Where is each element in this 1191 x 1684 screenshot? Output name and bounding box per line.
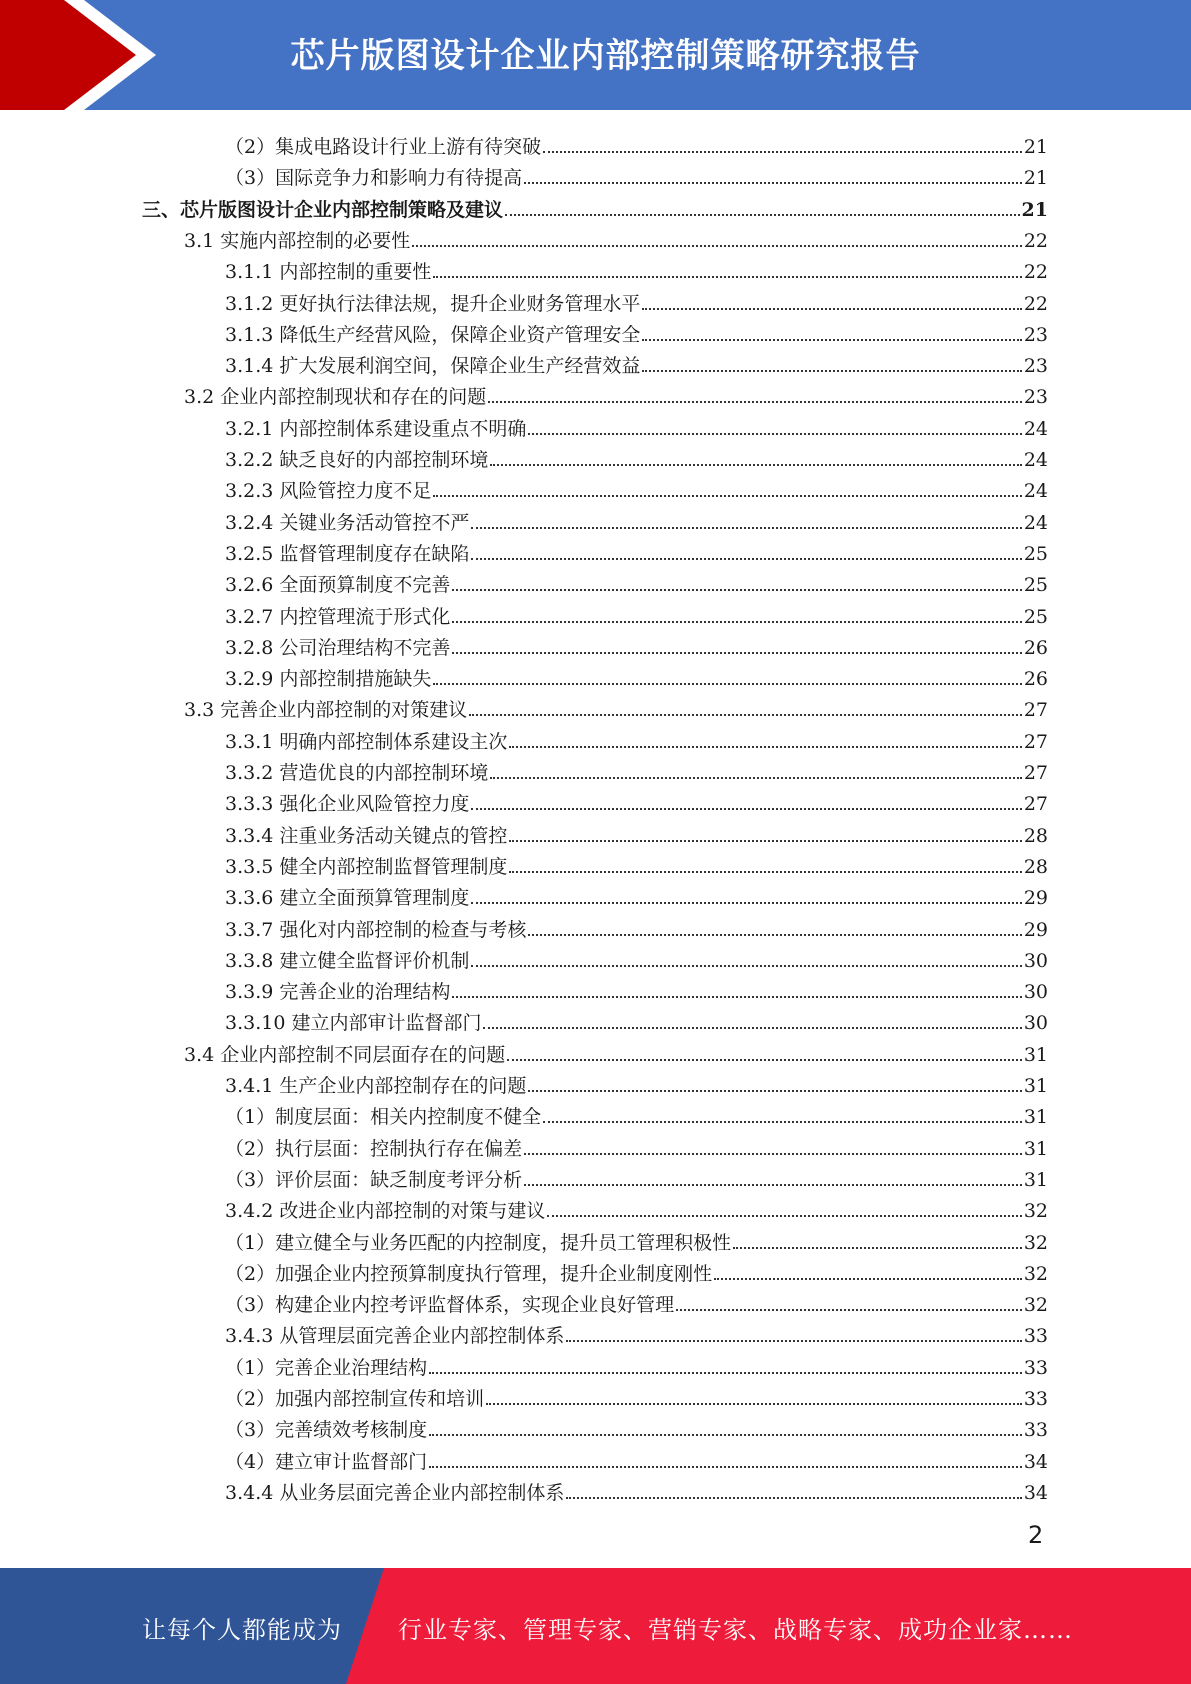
toc-entry-page: 29 [1023,887,1048,910]
toc-entry-title: 3.1.4 扩大发展利润空间，保障企业生产经营效益 [225,355,641,378]
toc-dot-leader [452,652,1021,654]
toc-entry-title: 3.3.9 完善企业的治理结构 [225,981,451,1004]
toc-entry-page: 27 [1023,762,1048,784]
toc-entry-page: 33 [1023,1356,1048,1379]
toc-entry-page: 32 [1023,1262,1048,1285]
toc-entry-page: 27 [1023,793,1048,816]
toc-entry-title: 3.3.10 建立内部审计监督部门 [225,1012,482,1035]
toc-dot-leader [507,1059,1022,1061]
toc-entry-title: （1）完善企业治理结构 [225,1356,428,1379]
toc-dot-leader [509,746,1021,748]
toc-entry-page: 25 [1023,605,1048,628]
toc-entry-page: 21 [1023,167,1048,190]
toc-entry-page: 21 [1023,136,1048,158]
page-number: 2 [1028,1521,1044,1549]
toc-entry-page: 25 [1023,542,1048,565]
toc-entry-page: 31 [1023,1168,1048,1191]
toc-entry[interactable] [184,691,1048,722]
toc-dot-leader [471,902,1021,904]
toc-dot-leader [566,1340,1021,1342]
toc-entry-page: 33 [1023,1388,1048,1410]
toc-dot-leader [524,1184,1022,1186]
toc-entry-page: 30 [1023,1012,1048,1035]
toc-entry[interactable] [184,378,1048,409]
toc-dot-leader [566,1497,1021,1499]
toc-entry[interactable] [225,1130,1048,1161]
toc-entry-page: 23 [1023,323,1048,346]
toc-dot-leader [429,1466,1022,1468]
toc-dot-leader [642,370,1021,372]
toc-dot-leader [471,527,1021,529]
toc-dot-leader [509,840,1021,842]
toc-entry-title: 3.1.1 内部控制的重要性 [225,261,432,284]
toc-entry[interactable] [225,347,1048,378]
toc-entry-title: （2）集成电路设计行业上游有待突破 [225,136,542,158]
toc-entry[interactable] [225,128,1048,159]
toc-dot-leader [433,495,1021,497]
toc-entry-page: 22 [1023,261,1048,284]
toc-entry-title: 3.2.7 内控管理流于形式化 [225,605,451,628]
toc-entry-title: 3.4.1 生产企业内部控制存在的问题 [225,1075,527,1097]
toc-dot-leader [528,433,1021,435]
toc-entry-page: 30 [1023,981,1048,1004]
toc-entry[interactable] [225,535,1048,566]
toc-entry-page: 24 [1023,480,1048,503]
toc-entry[interactable] [225,1255,1048,1286]
toc-dot-leader [509,871,1021,873]
toc-entry[interactable] [225,410,1048,441]
toc-entry-page: 32 [1023,1294,1048,1317]
toc-entry-title: 3.2.1 内部控制体系建设重点不明确 [225,417,527,440]
toc-dot-leader [433,683,1021,685]
toc-entry[interactable] [225,1192,1048,1223]
toc-entry-title: 三、芯片版图设计企业内部控制策略及建议 [142,198,504,221]
toc-entry-page: 28 [1023,855,1048,878]
toc-entry[interactable] [225,911,1048,942]
toc-entry-page: 33 [1023,1419,1048,1442]
toc-dot-leader [505,214,1020,216]
toc-entry[interactable] [225,754,1048,785]
toc-entry-page: 31 [1023,1137,1048,1160]
toc-dot-leader [714,1278,1022,1280]
toc-entry-title: （3）评价层面：缺乏制度考评分析 [225,1168,523,1191]
toc-entry-title: 3.2.3 风险管控力度不足 [225,480,432,503]
toc-entry-page: 22 [1023,292,1048,315]
toc-dot-leader [452,621,1021,623]
toc-entry[interactable] [225,1443,1048,1474]
toc-entry[interactable] [225,285,1048,316]
toc-entry[interactable] [225,159,1048,190]
toc-entry[interactable] [225,472,1048,503]
toc-entry-title: （2）加强企业内控预算制度执行管理，提升企业制度刚性 [225,1262,713,1285]
toc-entry-title: （3）构建企业内控考评监督体系，实现企业良好管理 [225,1294,675,1317]
toc-entry-title: 3.2.6 全面预算制度不完善 [225,574,451,597]
toc-dot-leader [469,714,1022,716]
toc-dot-leader [429,1434,1022,1436]
toc-entry-title: 3.2.2 缺乏良好的内部控制环境 [225,449,489,471]
toc-entry-page: 24 [1023,511,1048,534]
page-header [0,0,1191,110]
toc-dot-leader [676,1309,1022,1311]
toc-entry[interactable] [142,191,1048,222]
toc-entry-title: 3.3 完善企业内部控制的对策建议 [184,699,468,722]
toc-entry[interactable] [225,1224,1048,1255]
toc-entry-title: 3.3.8 建立健全监督评价机制 [225,949,470,972]
toc-entry-title: 3.1.2 更好执行法律法规，提升企业财务管理水平 [225,292,641,315]
toc-entry-page: 31 [1023,1043,1048,1066]
toc-entry-title: 3.3.6 建立全面预算管理制度 [225,887,470,910]
toc-entry-page: 30 [1023,949,1048,972]
toc-entry-page: 23 [1023,386,1048,409]
toc-entry[interactable] [225,785,1048,816]
toc-dot-leader [642,308,1021,310]
toc-entry-title: （1）制度层面：相关内控制度不健全 [225,1106,542,1129]
toc-entry-title: 3.3.4 注重业务活动关键点的管控 [225,824,508,847]
toc-dot-leader [528,934,1021,936]
toc-entry-page: 21 [1021,198,1048,221]
toc-entry-title: 3.2.4 关键业务活动管控不严 [225,511,470,534]
page-footer [0,1568,1191,1684]
toc-entry-page: 26 [1023,636,1048,659]
toc-entry[interactable] [184,222,1048,253]
toc-entry[interactable] [225,1098,1048,1129]
toc-entry[interactable] [225,660,1048,691]
toc-entry-title: 3.3.5 健全内部控制监督管理制度 [225,855,508,878]
toc-entry[interactable] [225,879,1048,910]
toc-entry-title: （2）加强内部控制宣传和培训 [225,1388,485,1410]
toc-entry[interactable] [225,1380,1048,1411]
toc-entry-title: 3.3.1 明确内部控制体系建设主次 [225,730,508,753]
toc-entry[interactable] [225,1161,1048,1192]
toc-dot-leader [483,1027,1021,1029]
toc-entry[interactable] [225,566,1048,597]
toc-dot-leader [528,1090,1021,1092]
toc-dot-leader [490,777,1021,779]
toc-entry-page: 27 [1023,699,1048,722]
toc-entry-page: 31 [1023,1106,1048,1129]
toc-entry-title: 3.2 企业内部控制现状和存在的问题 [184,386,487,409]
toc-dot-leader [486,1403,1022,1405]
toc-entry-title: 3.1.3 降低生产经营风险，保障企业资产管理安全 [225,323,641,346]
toc-entry-title: 3.3.7 强化对内部控制的检查与考核 [225,918,527,941]
toc-entry-title: 3.4.3 从管理层面完善企业内部控制体系 [225,1325,565,1348]
toc-entry-page: 22 [1023,229,1048,252]
toc-entry-page: 32 [1023,1200,1048,1223]
toc-dot-leader [547,1215,1021,1217]
toc-dot-leader [412,245,1022,247]
toc-entry-title: 3.4.2 改进企业内部控制的对策与建议 [225,1200,546,1223]
toc-dot-leader [543,151,1022,153]
toc-entry[interactable] [225,1411,1048,1442]
toc-entry-title: 3.2.8 公司治理结构不完善 [225,636,451,659]
toc-entry[interactable] [225,629,1048,660]
toc-entry-page: 29 [1023,918,1048,941]
toc-entry[interactable] [225,942,1048,973]
toc-dot-leader [524,1153,1022,1155]
toc-entry[interactable] [225,1474,1048,1505]
toc-entry-title: 3.4.4 从业务层面完善企业内部控制体系 [225,1481,565,1504]
document-title: 芯片版图设计企业内部控制策略研究报告 [290,36,921,76]
toc-dot-leader [471,558,1021,560]
toc-entry-page: 34 [1023,1450,1048,1473]
toc-entry[interactable] [225,316,1048,347]
toc-entry[interactable] [225,504,1048,535]
toc-entry-title: 3.3.2 营造优良的内部控制环境 [225,762,489,784]
toc-dot-leader [733,1247,1022,1249]
toc-dot-leader [471,808,1021,810]
toc-entry-title: （1）建立健全与业务匹配的内控制度，提升员工管理积极性 [225,1231,732,1254]
toc-entry[interactable] [225,1349,1048,1380]
toc-entry-title: 3.4 企业内部控制不同层面存在的问题 [184,1043,506,1066]
toc-dot-leader [642,339,1021,341]
footer-slogan-left: 让每个人都能成为 [142,1616,342,1644]
toc-entry[interactable] [225,1286,1048,1317]
toc-entry[interactable] [225,848,1048,879]
toc-entry[interactable] [225,1004,1048,1035]
toc-entry[interactable] [225,973,1048,1004]
toc-entry-page: 27 [1023,730,1048,753]
toc-entry-page: 34 [1023,1481,1048,1504]
toc-dot-leader [429,1372,1022,1374]
toc-entry[interactable] [225,598,1048,629]
toc-dot-leader [490,464,1021,466]
toc-entry-title: （4）建立审计监督部门 [225,1450,428,1473]
toc-entry-page: 25 [1023,574,1048,597]
toc-entry-page: 23 [1023,355,1048,378]
toc-dot-leader [471,965,1021,967]
toc-entry[interactable] [225,723,1048,754]
toc-entry-page: 24 [1023,449,1048,471]
toc-entry-page: 31 [1023,1075,1048,1097]
toc-entry-page: 28 [1023,824,1048,847]
toc-entry-title: 3.3.3 强化企业风险管控力度 [225,793,470,816]
toc-dot-leader [524,182,1022,184]
toc-entry-page: 33 [1023,1325,1048,1348]
toc-dot-leader [543,1121,1022,1123]
toc-entry-title: 3.2.5 监督管理制度存在缺陷 [225,542,470,565]
toc-entry-title: （2）执行层面：控制执行存在偏差 [225,1137,523,1160]
toc-dot-leader [433,276,1021,278]
toc-entry-page: 24 [1023,417,1048,440]
toc-entry[interactable] [184,1036,1048,1067]
toc-entry-title: 3.1 实施内部控制的必要性 [184,229,411,252]
toc-entry[interactable] [225,441,1048,472]
toc-entry-page: 32 [1023,1231,1048,1254]
toc-entry-title: 3.2.9 内部控制措施缺失 [225,668,432,691]
toc-entry[interactable] [225,253,1048,284]
footer-slogan-right: 行业专家、管理专家、营销专家、战略专家、成功企业家…… [398,1616,1073,1644]
toc-dot-leader [488,401,1022,403]
toc-entry[interactable] [225,1067,1048,1098]
toc-dot-leader [452,996,1021,998]
toc-entry-title: （3）完善绩效考核制度 [225,1419,428,1442]
toc-entry[interactable] [225,1317,1048,1348]
toc-entry-page: 26 [1023,668,1048,691]
toc-dot-leader [452,589,1021,591]
toc-entry-title: （3）国际竞争力和影响力有待提高 [225,167,523,190]
toc-entry[interactable] [225,817,1048,848]
